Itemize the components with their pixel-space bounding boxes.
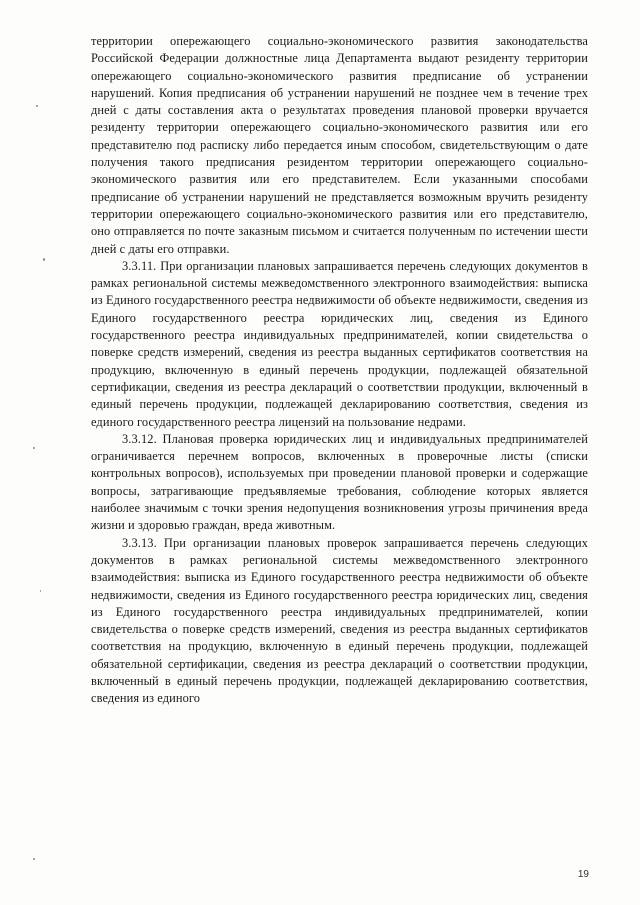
body-text	[91, 33, 588, 708]
scan-speck	[43, 258, 45, 261]
scan-speck	[36, 105, 38, 107]
scan-speck	[40, 590, 41, 592]
scan-speck	[33, 858, 35, 860]
paragraph-continuation: территории опережающего социально-экономического развития законодательства Российской Федерации должностные лица Департамента выдают резиденту территории опережающего социально-экономического развития предписание об устранении нарушений. Копия предписания об устранении нарушений не позднее чем в течение трех дней с даты составления акта о результатах проведения плановой проверки вручается резиденту территории опережающего социально-экономического развития или его представителю под расписку либо передается иным способом, свидетельствующим о дате получения такого предписания резидентом территории опережающего социально-экономического развития или его представителем. Если указанными способами предписание об устранении нарушений не представляется возможным вручить резиденту территории опережающего социально-экономического развития или его представителю, оно отправляется по почте заказным письмом и считается полученным по истечении шести дней с даты его отправки.	[91, 34, 588, 256]
paragraph-3-3-11: 3.3.11. При организации плановых запрашивается перечень следующих документов в рамках региональной системы межведомственного электронного взаимодействия: выписка из Единого государственного реестра недвижимости об объекте недвижимости, сведения из Единого государственного реестра юридических лиц, сведения из Единого государственного реестра индивидуальных предпринимателей, копии свидетельства о поверке средств измерений, сведения из реестра выданных сертификатов соответствия на продукцию, включенную в единый перечень продукции, подлежащей обязательной сертификации, сведения из реестра деклараций о соответствии продукции, включенный в единый перечень продукции, подлежащей декларированию соответствия, сведения из единого государственного реестра лицензий на пользование недрами.	[91, 258, 588, 429]
paragraph-3-3-13: 3.3.13. При организации плановых проверок запрашивается перечень следующих документов в рамках региональной системы межведомственного электронного взаимодействия: выписка из Единого государственного реестра недвижимости об объекте недвижимости, сведения из Единого государственного реестра юридических лиц, сведения из Единого государственного реестра индивидуальных предпринимателей, копии свидетельства о поверке средств измерений, сведения из реестра выданных сертификатов соответствия на продукцию, включенную в единый перечень продукции, подлежащей обязательной сертификации, сведения из реестра деклараций о соответствии продукции, включенный в единый перечень продукции, подлежащей декларированию соответствия, сведения из единого	[91, 535, 588, 706]
paragraph-3-3-12: 3.3.12. Плановая проверка юридических лиц и индивидуальных предпринимателей ограничивается перечнем вопросов, включенных в проверочные листы (списки контрольных вопросов), используемых при проведении плановой проверки и содержащие вопросы, затрагивающие предъявляемые требования, соблюдение которых является наиболее значимым с точки зрения недопущения возникновения угрозы причинения вреда жизни и здоровью граждан, вреда животным.	[91, 431, 588, 533]
page-number: 19	[577, 869, 589, 880]
scan-speck	[33, 447, 35, 449]
